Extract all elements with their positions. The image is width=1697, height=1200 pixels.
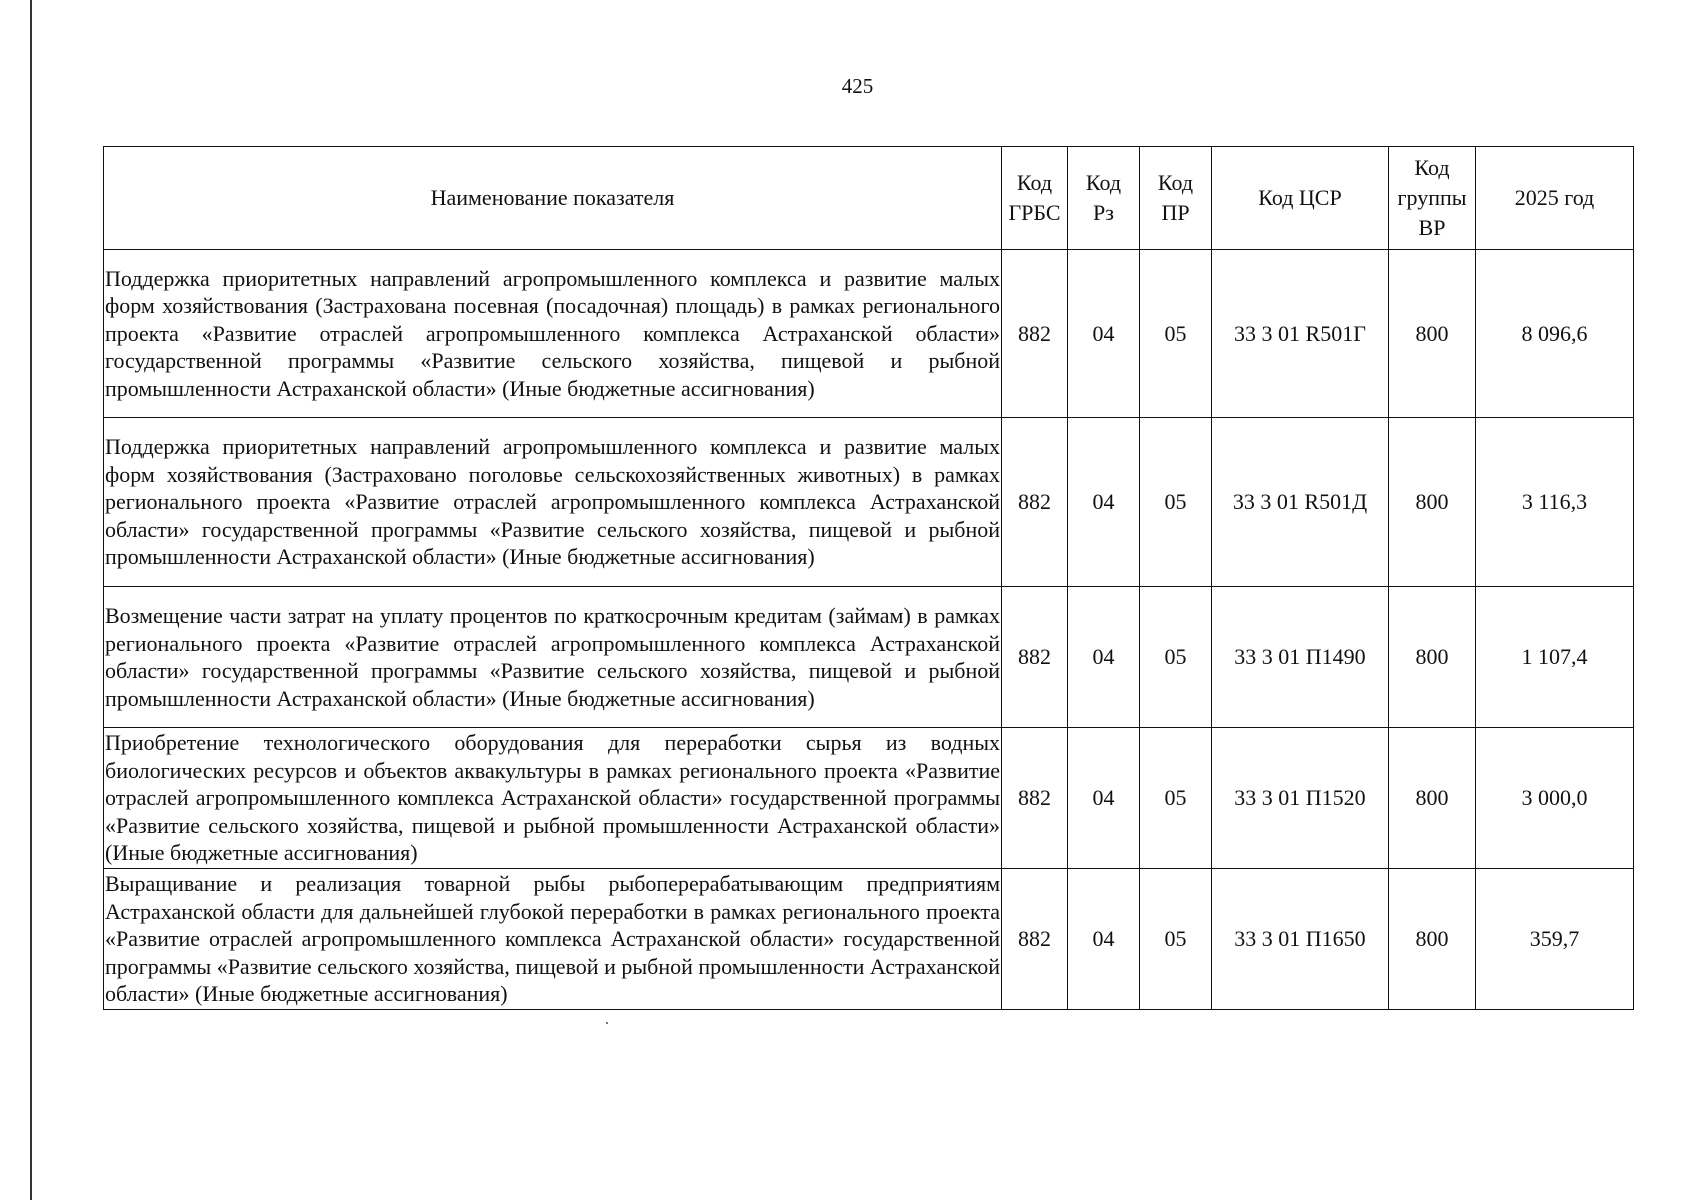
header-name: Наименование показателя [104, 147, 1002, 250]
row-pr: 05 [1140, 728, 1212, 869]
header-rz [1068, 147, 1140, 250]
row-pr: 05 [1140, 869, 1212, 1010]
header-csr: Код ЦСР [1212, 147, 1389, 250]
row-pr: 05 [1140, 418, 1212, 587]
row-name: Приобретение технологического оборудования для переработки сырья из водных биологических ресурсов и объектов аквакультуры в рамках регионального проекта «Развитие отраслей агропромышленного комплекса Астраханской области» государственной программы «Развитие сельского хозяйства, пищевой и рыбной промышленности Астраханской области» (Иные бюджетные ассигнования) [104, 728, 1002, 869]
header-rz-line1: Код [1085, 170, 1122, 196]
header-vr-line3: ВР [1418, 214, 1446, 240]
scan-speck [606, 1022, 608, 1024]
row-amount: 8 096,6 [1476, 250, 1634, 418]
header-pr [1140, 147, 1212, 250]
table-header-row [104, 147, 1634, 250]
row-vr: 800 [1389, 728, 1476, 869]
row-csr: 33 3 01 R501Д [1212, 418, 1389, 587]
row-pr: 05 [1140, 587, 1212, 728]
row-csr: 33 3 01 П1520 [1212, 728, 1389, 869]
row-name: Поддержка приоритетных направлений агропромышленного комплекса и развитие малых форм хозяйствования (Застрахована посевная (посадочная) площадь) в рамках регионального проекта «Развитие отраслей агропромышленного комплекса Астраханской области» государственной программы «Развитие сельского хозяйства, пищевой и рыбной промышленности Астраханской области» (Иные бюджетные ассигнования) [104, 250, 1002, 418]
table-row [104, 728, 1634, 869]
header-pr-line1: Код [1157, 170, 1194, 196]
row-vr: 800 [1389, 250, 1476, 418]
row-grbs: 882 [1002, 250, 1068, 418]
row-name: Поддержка приоритетных направлений агропромышленного комплекса и развитие малых форм хозяйствования (Застраховано поголовье сельскохозяйственных животных) в рамках регионального проекта «Развитие отраслей агропромышленного комплекса Астраханской области» государственной программы «Развитие сельского хозяйства, пищевой и рыбной промышленности Астраханской области» (Иные бюджетные ассигнования) [104, 418, 1002, 587]
header-pr-line2: ПР [1161, 200, 1190, 225]
table-row [104, 250, 1634, 418]
row-amount: 3 000,0 [1476, 728, 1634, 869]
header-year: 2025 год [1476, 147, 1634, 250]
header-vr [1389, 147, 1476, 250]
header-grbs-line1: Код [1016, 170, 1053, 196]
page-number: 425 [841, 74, 874, 98]
row-pr: 05 [1140, 250, 1212, 418]
table-row [104, 587, 1634, 728]
row-rz: 04 [1068, 250, 1140, 418]
header-vr-line1: Код [1414, 155, 1450, 181]
row-csr: 33 3 01 R501Г [1212, 250, 1389, 418]
page-margin-line [30, 0, 32, 1200]
row-rz: 04 [1068, 587, 1140, 728]
row-vr: 800 [1389, 418, 1476, 587]
row-amount: 1 107,4 [1476, 587, 1634, 728]
row-rz: 04 [1068, 418, 1140, 587]
row-rz: 04 [1068, 869, 1140, 1010]
row-amount: 359,7 [1476, 869, 1634, 1010]
row-vr: 800 [1389, 869, 1476, 1010]
row-csr: 33 3 01 П1650 [1212, 869, 1389, 1010]
row-grbs: 882 [1002, 728, 1068, 869]
row-grbs: 882 [1002, 587, 1068, 728]
header-rz-line2: Рз [1093, 200, 1114, 225]
row-csr: 33 3 01 П1490 [1212, 587, 1389, 728]
row-grbs: 882 [1002, 869, 1068, 1010]
row-name: Возмещение части затрат на уплату процентов по краткосрочным кредитам (займам) в рамках регионального проекта «Развитие отраслей агропромышленного комплекса Астраханской области» государственной программы «Развитие сельского хозяйства, пищевой и рыбной промышленности Астраханской области» (Иные бюджетные ассигнования) [104, 587, 1002, 728]
header-grbs [1002, 147, 1068, 250]
row-rz: 04 [1068, 728, 1140, 869]
budget-table [103, 146, 1634, 1010]
row-amount: 3 116,3 [1476, 418, 1634, 587]
table-row [104, 418, 1634, 587]
header-grbs-line2: ГРБС [1008, 200, 1061, 225]
row-grbs: 882 [1002, 418, 1068, 587]
header-vr-line2: группы [1397, 185, 1467, 211]
row-vr: 800 [1389, 587, 1476, 728]
table-row [104, 869, 1634, 1010]
row-name: Выращивание и реализация товарной рыбы рыбоперерабатывающим предприятиям Астраханской области для дальнейшей глубокой переработки в рамках регионального проекта «Развитие отраслей агропромышленного комплекса Астраханской области» государственной программы «Развитие сельского хозяйства, пищевой и рыбной промышленности Астраханской области» (Иные бюджетные ассигнования) [104, 869, 1002, 1010]
